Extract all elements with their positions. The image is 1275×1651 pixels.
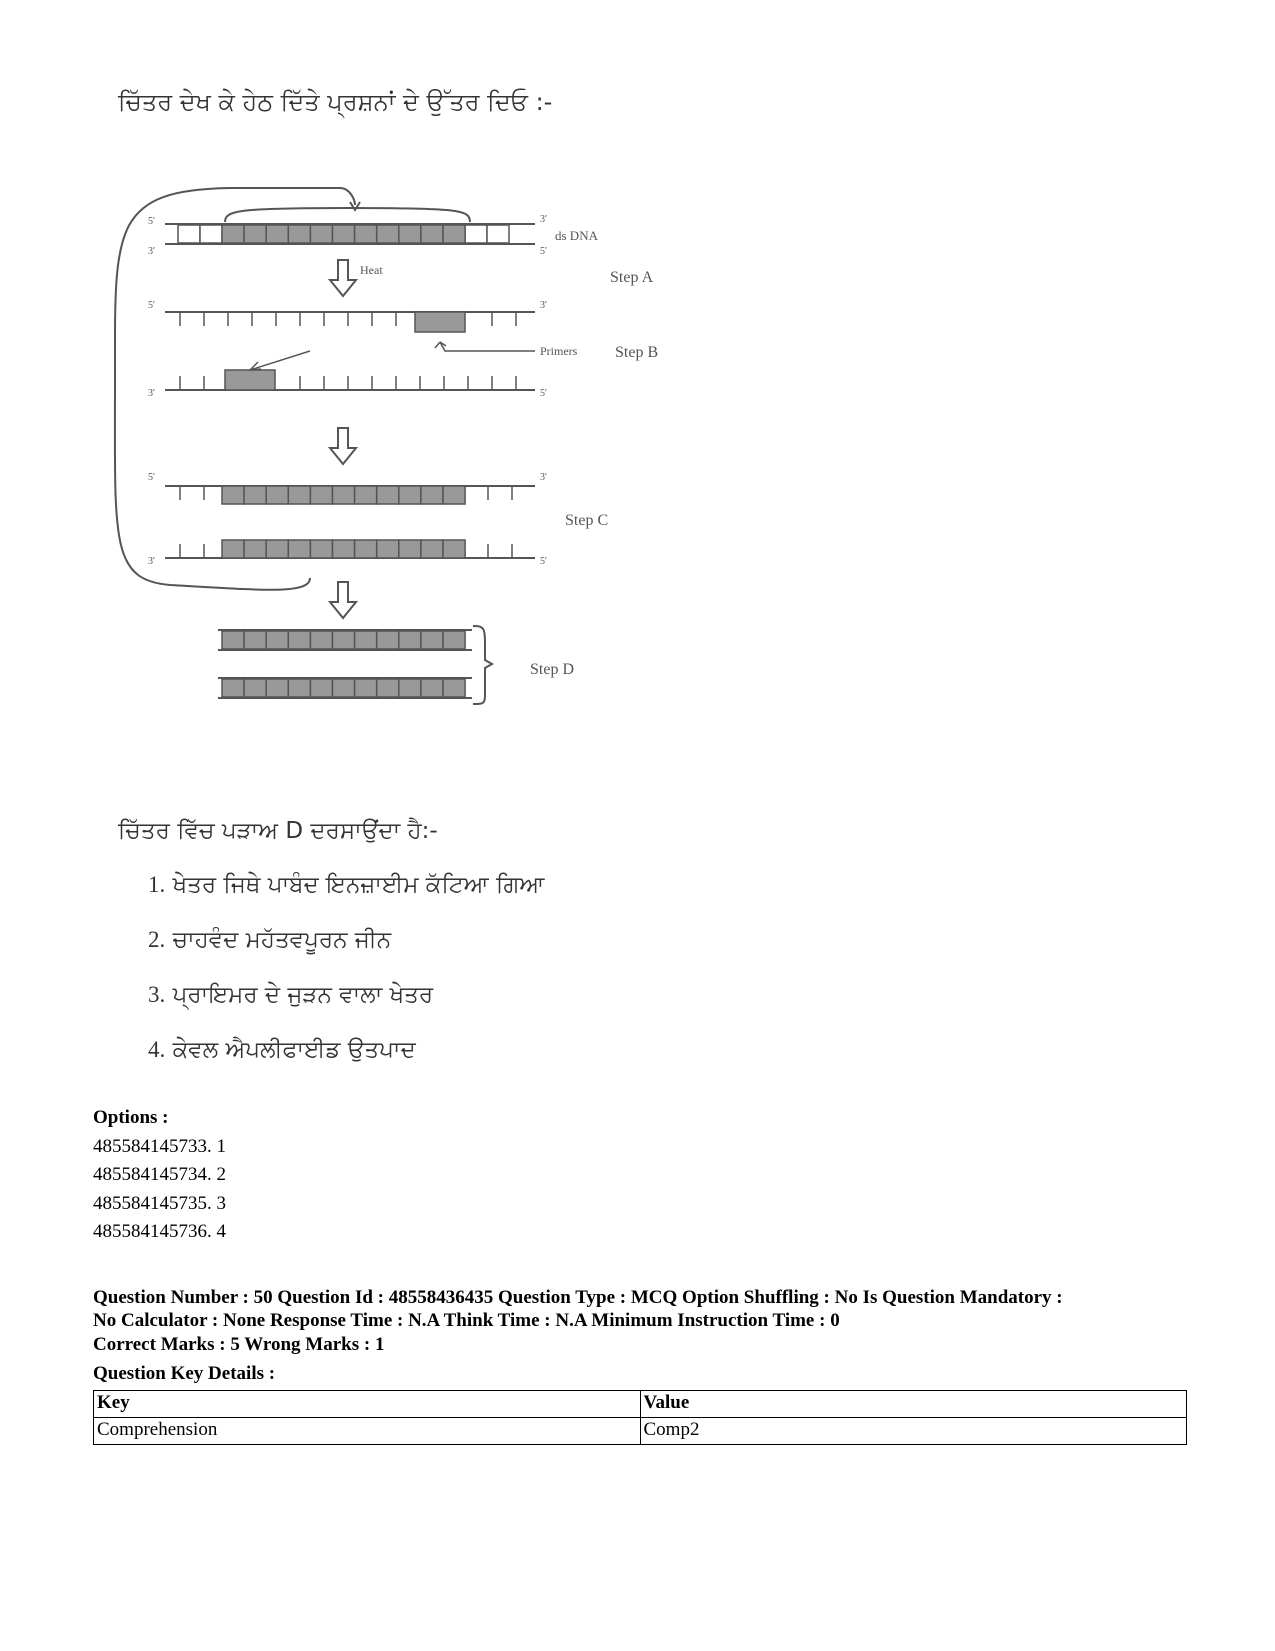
label-step-a: Step A	[610, 269, 654, 286]
dna-segment	[310, 679, 332, 697]
dna-segment	[377, 540, 399, 558]
dna-segment	[244, 631, 266, 649]
arrow-to-step-c	[330, 428, 356, 464]
choice-4-text: ਕੇਵਲ ਐਪਲੀਫਾਈਡ ਉਤਪਾਦ	[172, 1037, 416, 1063]
dna-segment	[222, 225, 244, 243]
dna-segment	[266, 540, 288, 558]
label-5prime-a-top: 5'	[148, 216, 155, 227]
dna-segment	[443, 540, 465, 558]
dna-segment	[421, 486, 443, 504]
instruction-text: ਚਿੱਤਰ ਦੇਖ ਕੇ ਹੇਠ ਦਿੱਤੇ ਪ੍ਰਸ਼ਨਾਂ ਦੇ ਉੱਤਰ ਦਿਓ :-	[118, 88, 553, 116]
dna-segment	[310, 225, 332, 243]
dna-segment	[377, 486, 399, 504]
dna-segment	[355, 225, 377, 243]
meta-line-1: Question Number : 50 Question Id : 48558436435 Question Type : MCQ Option Shuffling : No Is Question Mandatory :	[93, 1287, 1063, 1308]
key-details-table	[93, 1390, 1187, 1445]
table-row	[94, 1418, 1187, 1445]
label-5prime-c1: 5'	[148, 472, 155, 483]
dna-segment	[399, 486, 421, 504]
dna-segment	[355, 486, 377, 504]
label-step-c: Step C	[565, 512, 609, 529]
key-details-heading: Question Key Details :	[93, 1363, 276, 1384]
heat-arrow	[330, 260, 356, 296]
choice-3	[148, 982, 433, 1008]
label-5prime-c2: 5'	[540, 556, 547, 567]
label-primers: Primers	[540, 344, 578, 358]
table-header-row	[94, 1391, 1187, 1418]
dna-segment	[333, 679, 355, 697]
label-step-d: Step D	[530, 661, 574, 678]
options-heading: Options :	[93, 1107, 169, 1128]
dna-segment	[333, 486, 355, 504]
dna-segment	[244, 486, 266, 504]
option-item: 485584145733. 1	[93, 1135, 226, 1157]
dna-segment	[399, 225, 421, 243]
dna-segment	[310, 486, 332, 504]
primer-pointer-line	[440, 342, 535, 351]
dna-segment	[399, 679, 421, 697]
dna-segment	[399, 540, 421, 558]
dna-segment	[421, 631, 443, 649]
dna-segment	[288, 225, 310, 243]
dna-segment	[288, 631, 310, 649]
table-cell-value: Comp2	[640, 1418, 1187, 1445]
primer-bottom	[225, 370, 275, 390]
step-a-dsdna	[148, 214, 599, 257]
pcr-diagram	[110, 180, 710, 740]
question-meta	[93, 1286, 1203, 1332]
dna-segment	[377, 679, 399, 697]
dna-segment	[244, 225, 266, 243]
table-header-value: Value	[640, 1391, 1187, 1418]
choice-4-num: 4.	[148, 1037, 166, 1062]
dna-segment	[222, 540, 244, 558]
dna-segment	[222, 631, 244, 649]
choice-2	[148, 927, 391, 953]
dna-segment	[443, 486, 465, 504]
option-item: 485584145736. 4	[93, 1221, 226, 1242]
choice-2-num: 2.	[148, 927, 166, 952]
meta-line-2: No Calculator : None Response Time : N.A Think Time : N.A Minimum Instruction Time : 0	[93, 1310, 840, 1331]
dna-segment	[333, 540, 355, 558]
table-header-key: Key	[94, 1391, 641, 1418]
dna-segment	[288, 486, 310, 504]
dna-segment	[377, 225, 399, 243]
dna-segment	[333, 225, 355, 243]
label-3prime-b2: 3'	[148, 388, 155, 399]
choice-3-num: 3.	[148, 982, 166, 1007]
marks-line: Correct Marks : 5 Wrong Marks : 1	[93, 1334, 385, 1355]
dna-segment	[443, 679, 465, 697]
label-3prime-c1: 3'	[540, 472, 547, 483]
label-3prime-c2: 3'	[148, 556, 155, 567]
arrow-to-step-d	[330, 582, 356, 618]
dna-segment	[377, 631, 399, 649]
dna-segment	[355, 631, 377, 649]
dna-segment	[399, 631, 421, 649]
dna-segment	[244, 540, 266, 558]
option-item: 485584145735. 3	[93, 1192, 226, 1214]
label-5prime-a-bottom: 5'	[540, 246, 547, 257]
dna-segment	[443, 225, 465, 243]
dna-segment	[310, 540, 332, 558]
label-heat: Heat	[360, 263, 383, 277]
option-item: 485584145734. 2	[93, 1164, 226, 1185]
choice-1	[148, 872, 544, 898]
choice-1-num: 1.	[148, 872, 166, 897]
label-step-b: Step B	[615, 344, 659, 361]
dna-segment	[266, 631, 288, 649]
label-5prime-b2: 5'	[540, 388, 547, 399]
dna-segment	[222, 486, 244, 504]
dna-segment	[266, 225, 288, 243]
dna-segment	[222, 679, 244, 697]
dna-segment	[244, 679, 266, 697]
label-5prime-b1: 5'	[148, 300, 155, 311]
step-d-brace	[473, 626, 492, 704]
options-block	[93, 1104, 226, 1247]
dna-segment	[266, 679, 288, 697]
label-dsdna: ds DNA	[555, 228, 598, 243]
choice-3-text: ਪ੍ਰਾਇਮਰ ਦੇ ਜੁੜਨ ਵਾਲਾ ਖੇਤਰ	[172, 982, 434, 1008]
choice-4	[148, 1037, 416, 1063]
question-stem: ਚਿੱਤਰ ਵਿੱਚ ਪੜਾਅ D ਦਰਸਾਉਂਦਾ ਹੈ:-	[118, 818, 438, 844]
label-3prime-b1: 3'	[540, 300, 547, 311]
dna-segment	[355, 540, 377, 558]
dna-segment	[266, 486, 288, 504]
dna-segment	[288, 540, 310, 558]
dna-segment	[355, 679, 377, 697]
dna-segment	[421, 540, 443, 558]
primer-top	[415, 312, 465, 332]
dna-segment	[421, 679, 443, 697]
dna-segment	[421, 225, 443, 243]
dna-segment	[333, 631, 355, 649]
choice-1-text: ਖੇਤਰ ਜਿਥੇ ਪਾਬੰਦ ਇਨਜ਼ਾਈਮ ਕੱਟਿਆ ਗਿਆ	[172, 872, 545, 898]
label-3prime-a-top: 3'	[540, 214, 547, 225]
dna-segment	[288, 679, 310, 697]
table-cell-key: Comprehension	[94, 1418, 641, 1445]
dna-segment	[310, 631, 332, 649]
choice-2-text: ਚਾਹਵੰਦ ਮਹੱਤਵਪੂਰਨ ਜੀਨ	[172, 927, 392, 953]
dna-segment	[443, 631, 465, 649]
label-3prime-a-bottom: 3'	[148, 246, 155, 257]
